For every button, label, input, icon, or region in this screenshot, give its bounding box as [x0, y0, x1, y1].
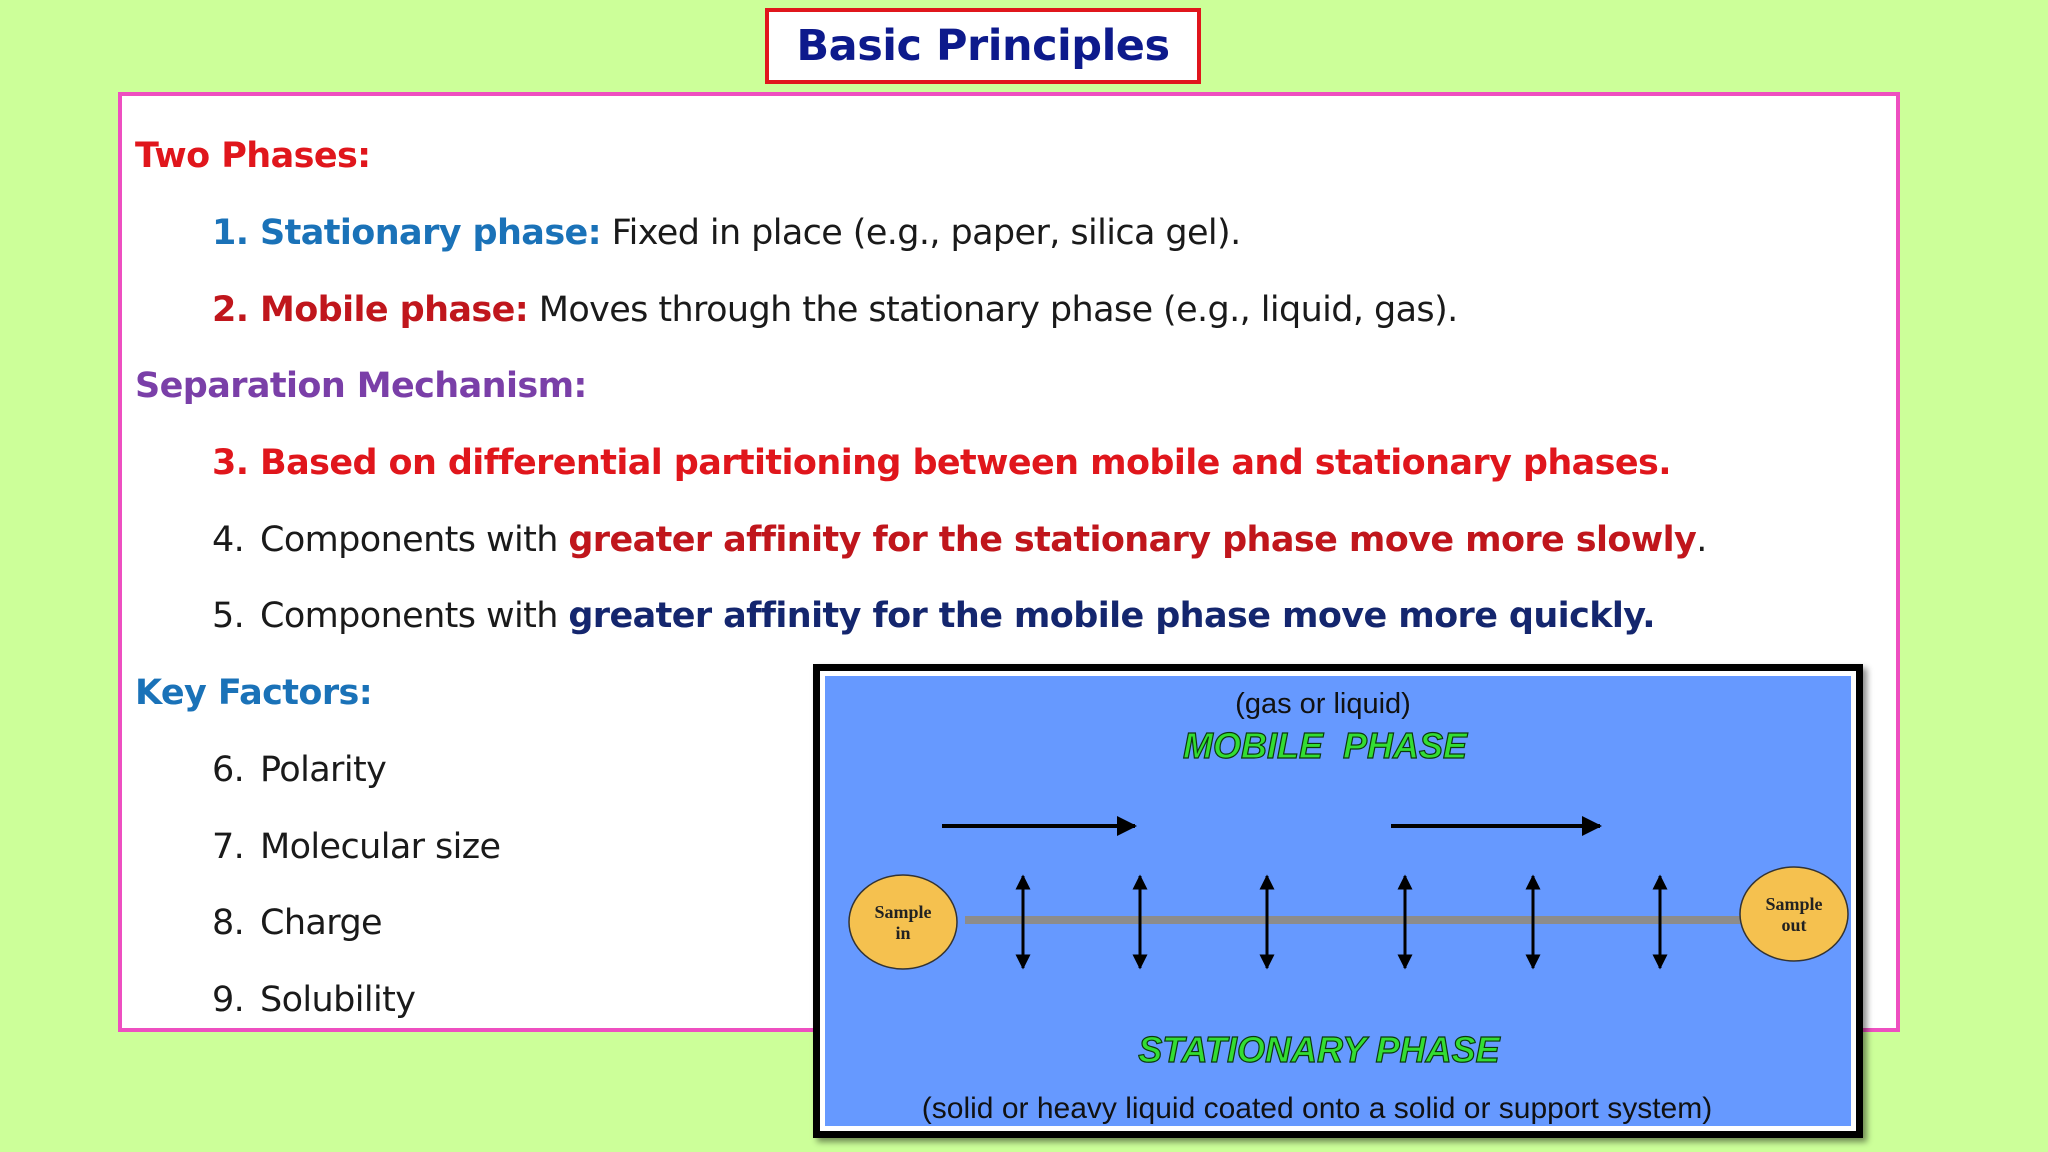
factor-charge: Charge: [260, 903, 382, 943]
list-item-1: [212, 211, 1241, 255]
list-item-number: 2.: [212, 290, 249, 330]
list-item-suffix: .: [1696, 520, 1707, 560]
heading-two-phases: Two Phases:: [135, 136, 371, 176]
sample-in-label: Sample: [874, 902, 932, 922]
list-item-3: [212, 441, 1671, 485]
page-title: Basic Principles: [796, 21, 1170, 71]
list-item-number: 9.: [212, 980, 245, 1020]
sample-out-label: out: [1781, 915, 1807, 935]
list-item-number: 6.: [212, 750, 245, 790]
stationary-phase-text: Fixed in place (e.g., paper, silica gel).: [601, 213, 1241, 253]
list-item-prefix: Components with: [260, 596, 569, 636]
list-item-prefix: Components with: [260, 520, 569, 560]
mobile-phase-note: (gas or liquid): [1235, 688, 1411, 720]
list-item-7: [212, 825, 500, 869]
mobile-phase-text: Moves through the stationary phase (e.g., liquid, gas).: [528, 290, 1458, 330]
list-item-number: 1.: [212, 213, 249, 253]
chromatography-diagram: [813, 664, 1863, 1138]
partitioning-text: Based on differential partitioning between mobile and stationary phases.: [260, 443, 1671, 483]
sample-in-label: in: [895, 923, 911, 943]
title-box: [765, 8, 1201, 84]
sample-out-circle: [1740, 867, 1848, 961]
heading-separation-mechanism: Separation Mechanism:: [135, 366, 587, 406]
heading-key-factors: Key Factors:: [135, 673, 373, 713]
sample-out-label: Sample: [1765, 894, 1823, 914]
list-item-number: 5.: [212, 596, 245, 636]
stationary-affinity-highlight: greater affinity for the stationary phase move more slowly: [568, 520, 1697, 560]
list-item-9: [212, 978, 415, 1022]
list-item-8: [212, 901, 382, 945]
stationary-phase-note: (solid or heavy liquid coated onto a solid or support system): [921, 1092, 1713, 1125]
list-item-number: 3.: [212, 443, 249, 483]
list-item-number: 8.: [212, 903, 245, 943]
factor-molecular-size: Molecular size: [260, 827, 501, 867]
stationary-phase-title: STATIONARY PHASE: [1138, 1029, 1500, 1070]
mobile-phase-label: Mobile phase:: [260, 290, 529, 330]
list-item-5: [212, 594, 1655, 638]
list-item-number: 4.: [212, 520, 245, 560]
mobile-affinity-highlight: greater affinity for the mobile phase move more quickly.: [568, 596, 1656, 636]
stationary-phase-label: Stationary phase:: [260, 213, 602, 253]
mobile-phase-title: MOBILE PHASE: [1182, 725, 1468, 766]
sample-in-circle: [849, 875, 957, 969]
factor-solubility: Solubility: [260, 980, 416, 1020]
list-item-number: 7.: [212, 827, 245, 867]
list-item-4: [212, 518, 1707, 562]
list-item-6: [212, 748, 386, 792]
diagram-canvas: [825, 676, 1851, 1126]
factor-polarity: Polarity: [260, 750, 387, 790]
list-item-2: [212, 288, 1458, 332]
